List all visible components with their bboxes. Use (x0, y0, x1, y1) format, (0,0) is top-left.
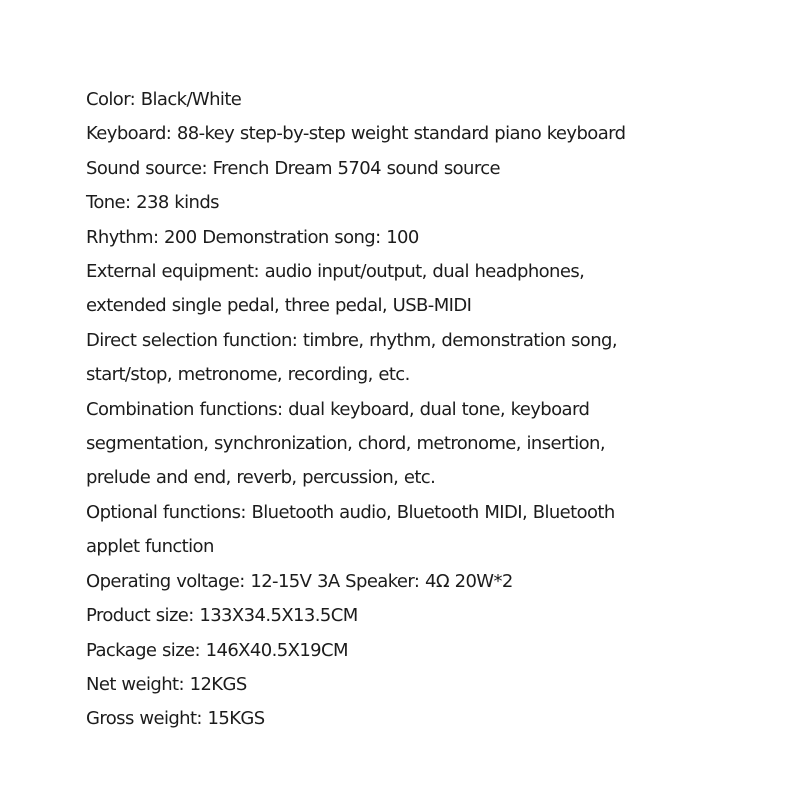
spec-line-gross-weight: Gross weight: 15KGS (86, 708, 265, 730)
spec-line-combination-functions: Combination functions: dual keyboard, dual tone, keyboard (86, 398, 590, 420)
spec-line-external-equipment-cont: extended single pedal, three pedal, USB-MIDI (86, 295, 472, 317)
spec-line-combination-functions-cont-2: prelude and end, reverb, percussion, etc. (86, 467, 436, 489)
spec-line-direct-selection: Direct selection function: timbre, rhythm, demonstration song, (86, 329, 617, 351)
spec-line-sound-source: Sound source: French Dream 5704 sound source (86, 157, 501, 179)
spec-sheet (86, 83, 786, 737)
spec-line-optional-functions: Optional functions: Bluetooth audio, Bluetooth MIDI, Bluetooth (86, 501, 615, 523)
spec-line-direct-selection-cont: start/stop, metronome, recording, etc. (86, 364, 410, 386)
spec-line-rhythm: Rhythm: 200 Demonstration song: 100 (86, 226, 419, 248)
spec-line-package-size: Package size: 146X40.5X19CM (86, 639, 348, 661)
spec-line-color: Color: Black/White (86, 89, 242, 110)
spec-line-external-equipment: External equipment: audio input/output, dual headphones, (86, 261, 585, 283)
spec-line-tone: Tone: 238 kinds (86, 192, 219, 214)
spec-line-keyboard: Keyboard: 88-key step-by-step weight standard piano keyboard (86, 123, 626, 145)
spec-line-operating-voltage: Operating voltage: 12-15V 3A Speaker: 4Ω 20W*2 (86, 570, 513, 592)
spec-line-combination-functions-cont-1: segmentation, synchronization, chord, metronome, insertion, (86, 433, 605, 455)
spec-line-product-size: Product size: 133X34.5X13.5CM (86, 605, 358, 627)
spec-line-optional-functions-cont: applet function (86, 536, 214, 558)
spec-line-net-weight: Net weight: 12KGS (86, 673, 247, 695)
